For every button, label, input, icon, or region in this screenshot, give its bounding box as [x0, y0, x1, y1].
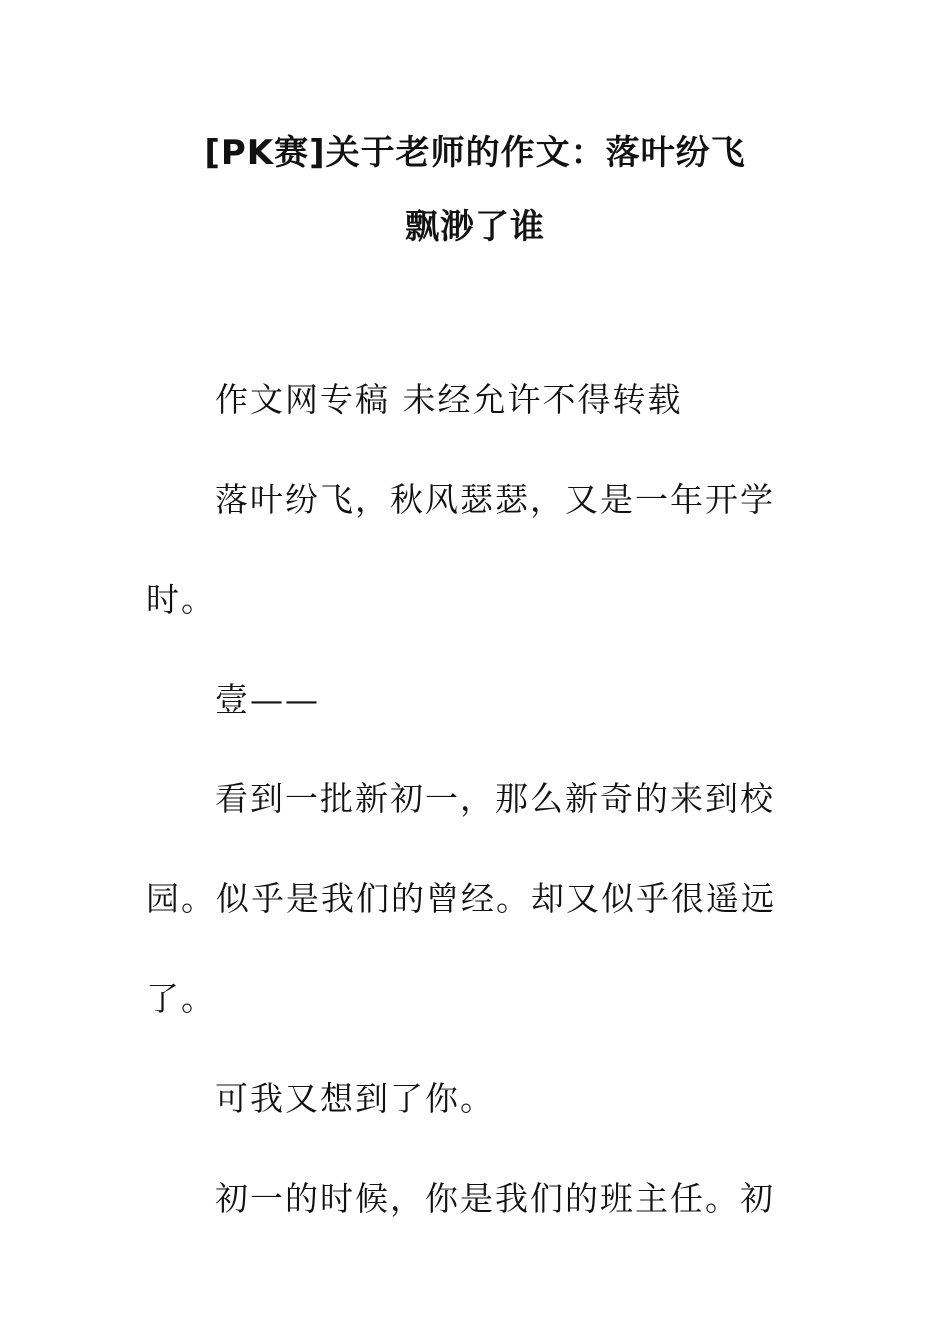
body-line: 时。	[146, 580, 216, 619]
body-line: 落叶纷飞，秋风瑟瑟，又是一年开学	[215, 480, 775, 519]
document-title-line-1: [PK赛]关于老师的作文：落叶纷飞	[204, 133, 746, 173]
body-line: 初一的时候，你是我们的班主任。初	[215, 1179, 775, 1218]
section-heading: 壹——	[215, 680, 320, 719]
body-line: 看到一批新初一，那么新奇的来到校	[215, 779, 775, 818]
body-line-copyright-note: 作文网专稿 未经允许不得转载	[215, 380, 683, 419]
body-line: 园。似乎是我们的曾经。却又似乎很遥远	[146, 879, 776, 918]
body-line: 了。	[146, 979, 216, 1018]
body-line: 可我又想到了你。	[215, 1079, 495, 1118]
document-title-line-2: 飘渺了谁	[405, 207, 545, 247]
